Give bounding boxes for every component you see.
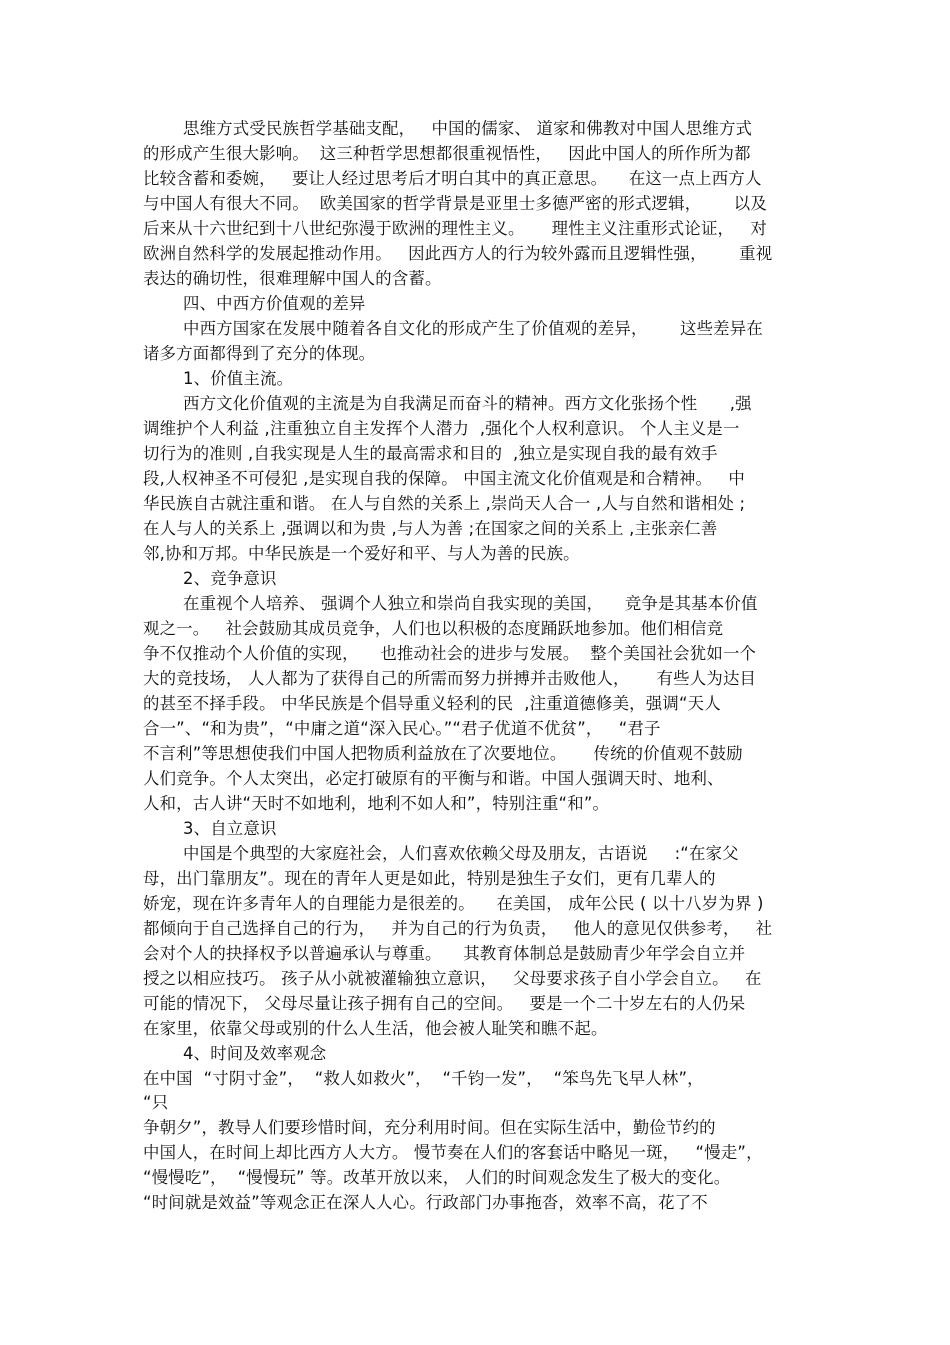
text-line: 授之以相应技巧。 孩子从小就被灌输独立意识， 父母要求孩子自小学会自立。 在	[143, 969, 762, 988]
text-line: 调维护个人利益 ,注重独立自主发挥个人潜力 ,强化个人权利意识。 个人主义是一	[143, 419, 740, 438]
text-line: 在中国 “寸阴寸金”， “救人如救火”， “千钧一发”， “笨鸟先飞早人林”，	[143, 1069, 704, 1088]
text-line: 比较含蓄和委婉， 要让人经过思考后才明白其中的真正意思。 在这一点上西方人	[143, 169, 762, 188]
text-line: 欧洲自然科学的发展起推动作用。 因此西方人的行为较外露而且逻辑性强， 重视	[143, 244, 773, 263]
text-line: 中国是个典型的大家庭社会，人们喜欢依赖父母及朋友，古语说 :“在家父	[183, 844, 739, 863]
subsection-heading: 1、价值主流。	[183, 369, 294, 388]
text-line: 与中国人有很大不同。 欧美国家的哲学背景是亚里士多德严密的形式逻辑， 以及	[143, 194, 767, 213]
text-line: “只	[143, 1093, 169, 1112]
text-line: 人和，古人讲“天时不如地利，地利不如人和”，特别注重“和”。	[143, 794, 610, 813]
text-line: 会对个人的抉择权予以普遍承认与尊重。 其教育体制总是鼓励青少年学会自立并	[143, 944, 746, 963]
text-line: “慢慢吃”， “慢慢玩” 等。改革开放以来， 人们的时间观念发生了极大的变化。	[143, 1168, 731, 1187]
text-line: 娇宠，现在许多青年人的自理能力是很差的。 在美国， 成年公民 ( 以十八岁为界 )	[143, 894, 764, 913]
text-line: 人们竞争。个人太突出，必定打破原有的平衡与和谐。中国人强调天时、地利、	[143, 769, 724, 788]
text-line: 在人与人的关系上 ,强调以和为贵 ,与人为善 ;在国家之间的关系上 ,主张亲仁善	[143, 519, 718, 538]
subsection-heading: 4、时间及效率观念	[183, 1044, 327, 1063]
text-line: 中国人，在时间上却比西方人大方。 慢节奏在人们的客套话中略见一斑， “慢走”，	[143, 1143, 763, 1162]
text-line: 思维方式受民族哲学基础支配， 中国的儒家、 道家和佛教对中国人思维方式	[183, 119, 753, 138]
subsection-heading: 2、竞争意识	[183, 569, 277, 588]
text-line: 切行为的准则 ,自我实现是人生的最高需求和目的 ,独立是实现自我的最有效手	[143, 444, 718, 463]
text-line: 后来从十六世纪到十八世纪弥漫于欧洲的理性主义。 理性主义注重形式论证， 对	[143, 219, 767, 238]
text-line: 观之一。 社会鼓励其成员竞争，人们也以积极的态度踊跃地参加。他们相信竞	[143, 619, 724, 638]
text-line: 可能的情况下， 父母尽量让孩子拥有自己的空间。 要是一个二十岁左右的人仍呆	[143, 994, 746, 1013]
text-line: 母，出门靠朋友”。现在的青年人更是如此，特别是独生子女们，更有几辈人的	[143, 869, 716, 888]
text-line: 都倾向于自己选择自己的行为， 并为自己的行为负责， 他人的意见仅供参考， 社	[143, 919, 773, 938]
text-line: 段,人权神圣不可侵犯 ,是实现自我的保障。 中国主流文化价值观是和合精神。 中	[143, 469, 745, 488]
text-line: 邻,协和万邦。中华民族是一个爱好和平、与人为善的民族。	[143, 544, 580, 563]
text-line: 在家里，依靠父母或别的什么人生活，他会被人耻笑和瞧不起。	[143, 1019, 608, 1038]
text-line: 的形成产生很大影响。 这三种哲学思想都很重视悟性， 因此中国人的所作所为都	[143, 144, 751, 163]
text-line: 在重视个人培养、 强调个人独立和崇尚自我实现的美国， 竞争是其基本价值	[183, 594, 758, 613]
text-line: 不言利”等思想使我们中国人把物质利益放在了次要地位。 传统的价值观不鼓励	[143, 744, 743, 763]
text-line: 争朝夕”，教导人们要珍惜时间，充分利用时间。但在实际生活中，勤俭节约的	[143, 1118, 716, 1137]
text-line: 合一”、“和为贵”，“中庸之道“深入民心。”“君子优道不优贫”， “君子	[143, 719, 661, 738]
section-heading: 四、中西方价值观的差异	[183, 294, 366, 313]
text-line: 诸多方面都得到了充分的体现。	[143, 344, 376, 363]
text-line: 表达的确切性，很难理解中国人的含蓄。	[143, 269, 442, 288]
text-line: 大的竞技场， 人人都为了获得自己的所需而努力拼搏并击败他人， 有些人为达目	[143, 669, 757, 688]
text-line: 中西方国家在发展中随着各自文化的形成产生了价值观的差异， 这些差异在	[183, 319, 763, 338]
text-line: 争不仅推动个人价值的实现， 也推动社会的进步与发展。 整个美国社会犹如一个	[143, 644, 757, 663]
text-line: 华民族自古就注重和谐。 在人与自然的关系上 ,崇尚天人合一 ,人与自然和谐相处 ;	[143, 494, 746, 513]
text-line: “时间就是效益”等观念正在深人人心。行政部门办事拖沓，效率不高，花了不	[143, 1193, 708, 1212]
text-line: 西方文化价值观的主流是为自我满足而奋斗的精神。西方文化张扬个性 ,强	[183, 394, 752, 413]
text-line: 的甚至不择手段。 中华民族是个倡导重义轻利的民 ,注重道德修美，强调“天人	[143, 694, 721, 713]
subsection-heading: 3、自立意识	[183, 819, 277, 838]
